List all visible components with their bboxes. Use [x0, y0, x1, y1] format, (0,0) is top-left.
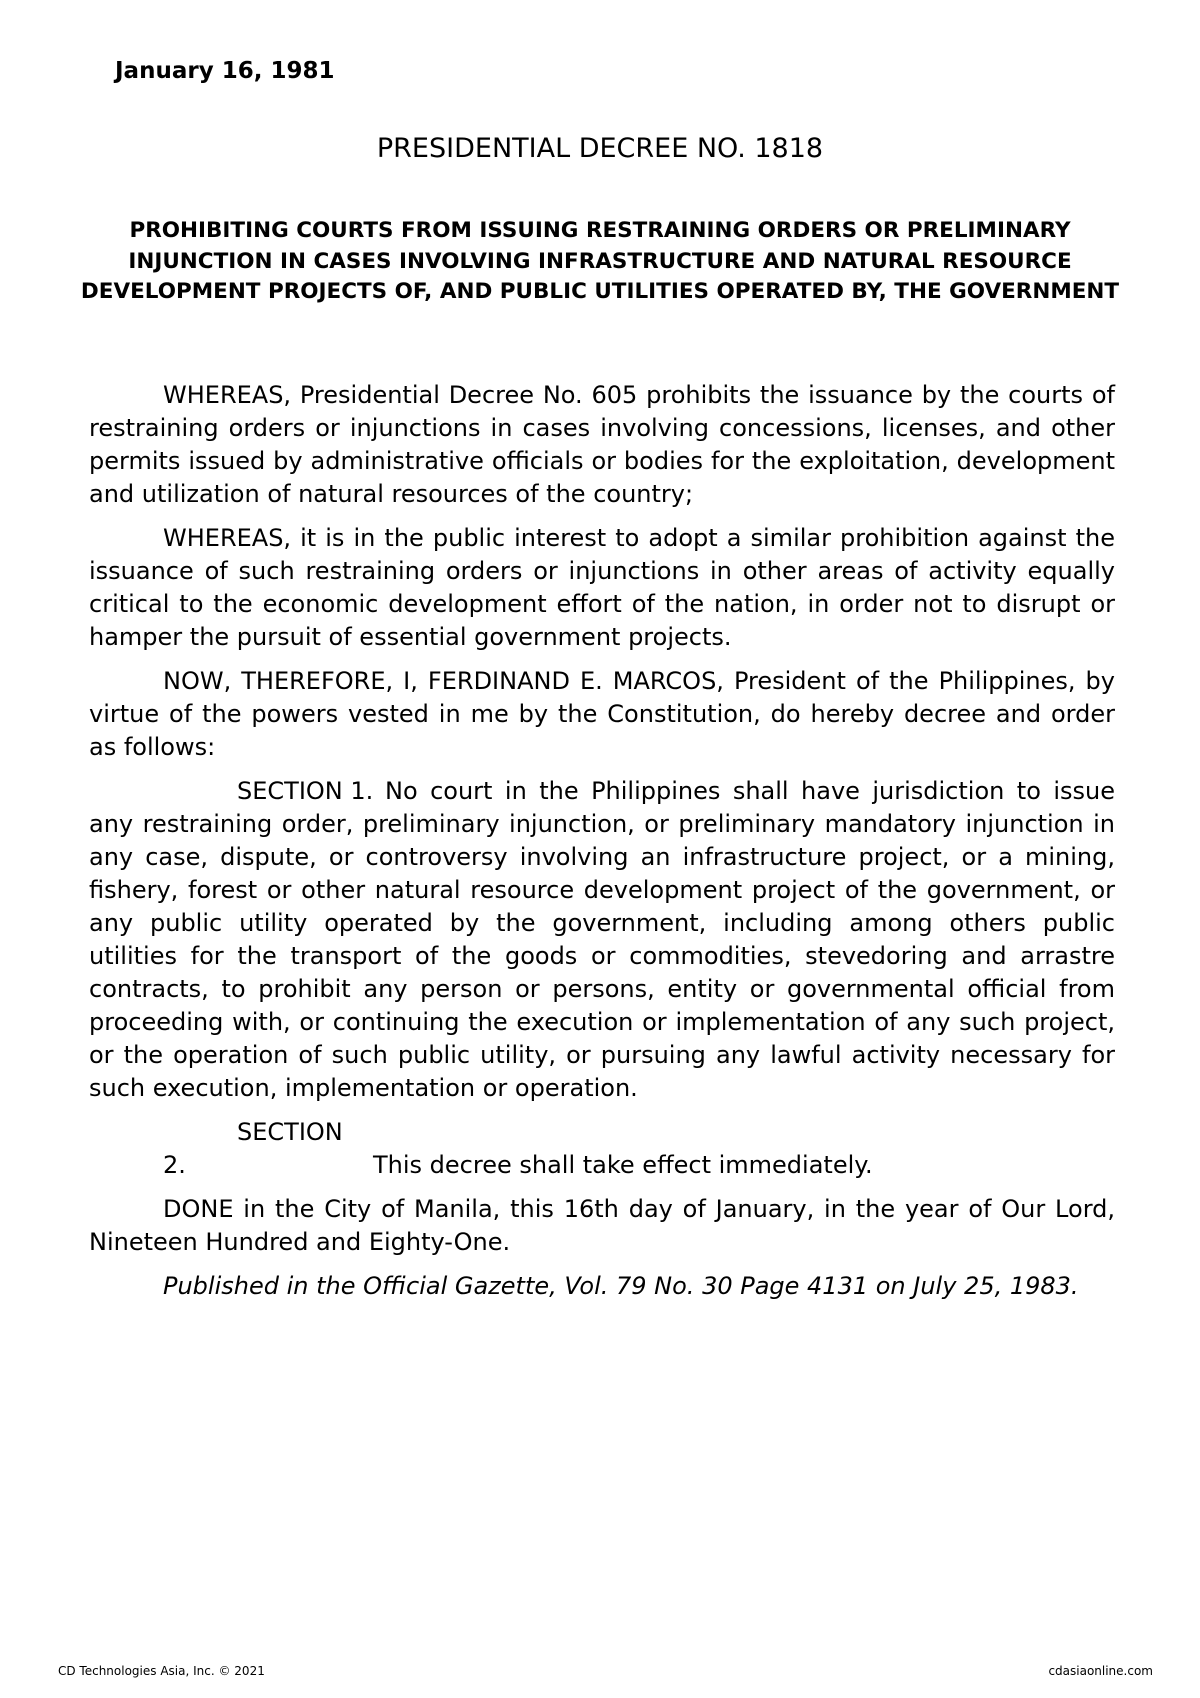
whereas-clause-2: WHEREAS, it is in the public interest to adopt a similar prohibition against the issuance of such restraining orders or injunctions in other areas of activity equally critical to the economic development effort of the nation, in order not to disrupt or hamper the pursuit of essential government projects.	[89, 524, 1115, 651]
decree-number-title: PRESIDENTIAL DECREE NO. 1818	[376, 133, 824, 164]
footer-website: cdasiaonline.com	[1048, 1664, 1153, 1678]
section-2-paragraph	[89, 1116, 1115, 1182]
section-1-label: SECTION 1.	[237, 777, 374, 805]
section-2-label: SECTION 2.	[163, 1118, 343, 1179]
decree-date: January 16, 1981	[115, 58, 335, 84]
section-2-text: This decree shall take effect immediately.	[373, 1151, 873, 1179]
section-1-text: No court in the Philippines shall have jurisdiction to issue any restraining order, preliminary injunction, or preliminary mandatory injunction in any case, dispute, or controversy involving an infrastructure project, or a mining, fishery, forest or other natural resource development project of the government, or any public utility operated by the government, including among others public utilities for the transport of the goods or commodities, stevedoring and arrastre contracts, to prohibit any person or persons, entity or governmental official from proceeding with, or continuing the execution or implementation of any such project, or the operation of such public utility, or pursuing any lawful activity necessary for such execution, implementation or operation.	[89, 777, 1115, 1102]
whereas-clause-1: WHEREAS, Presidential Decree No. 605 prohibits the issuance by the courts of restraining orders or injunctions in cases involving concessions, licenses, and other permits issued by administrative officials or bodies for the exploitation, development and utilization of natural resources of the country;	[89, 381, 1115, 508]
publication-note: Published in the Official Gazette, Vol. 79 No. 30 Page 4131 on July 25, 1983.	[163, 1272, 1079, 1300]
footer-copyright: CD Technologies Asia, Inc. © 2021	[58, 1664, 265, 1678]
decree-body	[89, 379, 1115, 1314]
section-1-paragraph	[89, 775, 1115, 1105]
decree-subject-heading: PROHIBITING COURTS FROM ISSUING RESTRAINING ORDERS OR PRELIMINARY INJUNCTION IN CASES INVOLVING INFRASTRUCTURE AND NATURAL RESOURCE DEVELOPMENT PROJECTS OF, AND PUBLIC UTILITIES OPERATED BY, THE GOVERNMENT	[80, 218, 1120, 304]
done-clause: DONE in the City of Manila, this 16th day of January, in the year of Our Lord, Nineteen Hundred and Eighty-One.	[89, 1195, 1115, 1256]
now-therefore-clause: NOW, THEREFORE, I, FERDINAND E. MARCOS, President of the Philippines, by virtue of the powers vested in me by the Constitution, do hereby decree and order as follows:	[89, 667, 1115, 761]
